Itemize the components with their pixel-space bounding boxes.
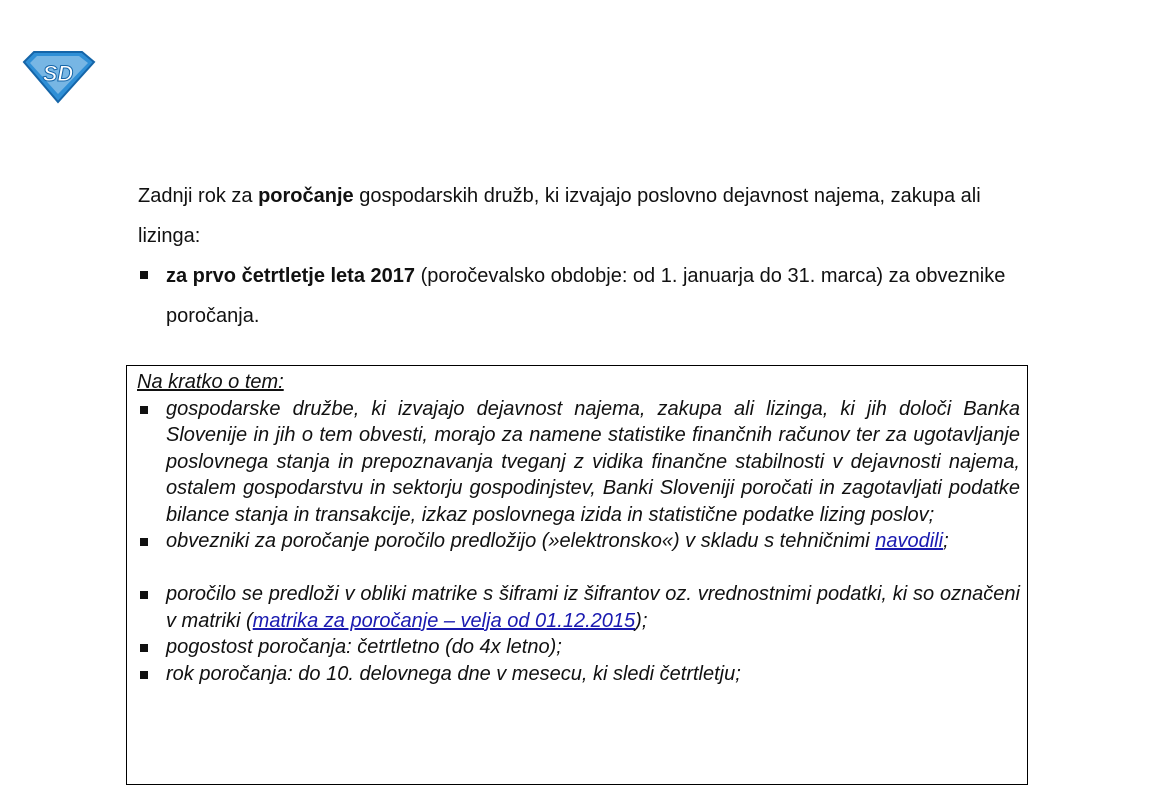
list-item: obvezniki za poročanje poročilo predložijo (»elektronsko«) v skladu s tehničnimi navodili; xyxy=(137,528,1020,555)
intro-bold-term: poročanje xyxy=(258,185,354,207)
list-item: poročilo se predloži v obliki matrike s šiframi iz šifrantov oz. vrednostnimi podatki, ki so označeni v matriki (matrika za poročanje – velja od 01.12.2015); xyxy=(137,581,1020,634)
list-item: pogostost poročanja: četrtletno (do 4x letno); xyxy=(137,634,1020,661)
bullet-square-icon xyxy=(140,271,148,279)
bullet-square-icon xyxy=(140,591,148,599)
summary-list xyxy=(137,396,1020,688)
bullet-square-icon xyxy=(140,644,148,652)
list-item: gospodarske družbe, ki izvajajo dejavnost najema, zakupa ali lizinga, ki jih določi Banka Slovenije in jih o tem obvesti, morajo za namene statistike finančnih računov ter za ugotavljanje poslovnega stanja in prepoznavanja tveganj z vidika finančne stabilnosti v dejavnosti najema, ostalem gospodarstvu in sektorju gospodinjstev, Banki Sloveniji poročati in zagotavljati podatke bilance stanja in transakcije, izkaz poslovnega izida in statistične podatke lizing poslov; xyxy=(137,396,1020,529)
bullet-square-icon xyxy=(140,671,148,679)
navodila-link[interactable]: navodili xyxy=(875,530,944,552)
intro-bullet-item xyxy=(138,256,1022,336)
intro-bullet-bold: za prvo četrtletje leta 2017 xyxy=(166,265,416,287)
intro-paragraph: Zadnji rok za poročanje gospodarskih družb, ki izvajajo poslovno dejavnost najema, zakupa ali lizinga: xyxy=(138,185,981,247)
logo-text: SD xyxy=(42,61,74,86)
intro-bullet-text: (poročevalsko obdobje: od 1. januarja do 31. marca) za obveznike poročanja. xyxy=(166,265,1006,327)
summary-title: Na kratko o tem: xyxy=(137,371,284,393)
intro-section xyxy=(138,176,1022,336)
sd-shield-logo-icon xyxy=(20,50,96,104)
matrika-link[interactable]: matrika za poročanje – velja od 01.12.2015 xyxy=(252,609,636,632)
bullet-square-icon xyxy=(140,406,148,414)
summary-box xyxy=(126,365,1028,785)
list-item: rok poročanja: do 10. delovnega dne v mesecu, ki sledi četrtletju; xyxy=(137,661,1020,688)
bullet-square-icon xyxy=(140,538,148,546)
